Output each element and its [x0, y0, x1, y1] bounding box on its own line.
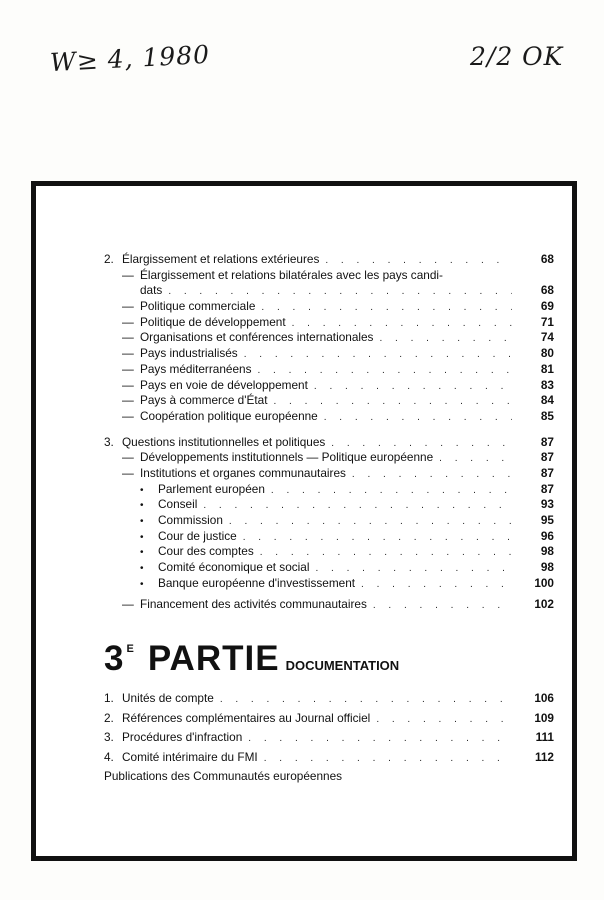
- toc-entry: [104, 597, 554, 613]
- toc-bullet-entry: [104, 528, 554, 545]
- toc-title: Institutions et organes communautaires: [140, 465, 346, 480]
- toc-title: Cour des comptes: [158, 544, 254, 559]
- toc-entry: [104, 465, 554, 482]
- dot-leader: [361, 577, 512, 593]
- doc-title: Références complémentaires au Journal officiel: [122, 710, 371, 725]
- dot-leader: [203, 498, 512, 514]
- toc-bullet-entry: [104, 497, 554, 513]
- dash-mark: —: [122, 314, 134, 329]
- handwritten-reference: W≥ 4, 1980: [49, 39, 211, 78]
- toc-number: 2.: [104, 252, 114, 266]
- toc-entry: [104, 361, 554, 378]
- dot-leader: [248, 729, 512, 749]
- dot-leader: [314, 379, 512, 395]
- toc-entry: [104, 408, 554, 425]
- dot-leader: [292, 316, 512, 332]
- dot-leader: [373, 598, 512, 614]
- toc-title: Élargissement et relations bilatérales avec les pays candi-: [140, 267, 443, 282]
- bullet-mark: •: [140, 531, 144, 543]
- toc-section-2: [104, 252, 554, 268]
- dot-leader: [168, 284, 512, 300]
- toc-bullet-entry: [104, 513, 554, 529]
- toc-page: 96: [540, 528, 554, 543]
- dot-leader: [261, 300, 512, 316]
- toc-page: 83: [540, 377, 554, 392]
- documentation-list: [104, 689, 554, 787]
- part-subtitle: DOCUMENTATION: [285, 658, 400, 673]
- toc-title-cont: dats: [140, 283, 163, 298]
- dash-mark: —: [122, 361, 134, 376]
- dot-leader: [273, 394, 512, 410]
- toc-title: Élargissement et relations extérieures: [122, 252, 320, 266]
- toc-title: Parlement européen: [158, 481, 265, 496]
- toc-page: 98: [540, 560, 554, 575]
- toc-entry: [104, 330, 554, 346]
- toc-page: 87: [540, 434, 554, 449]
- bullet-mark: •: [140, 484, 144, 496]
- bullet-mark: •: [140, 578, 144, 590]
- toc-entry: [104, 393, 554, 409]
- toc-page: 87: [540, 450, 554, 465]
- doc-page: 112: [534, 749, 554, 764]
- contents-frame: [31, 181, 577, 861]
- dash-mark: —: [122, 346, 134, 361]
- doc-number: 2.: [104, 710, 114, 725]
- doc-number: 1.: [104, 691, 114, 705]
- part-heading: [104, 639, 399, 679]
- toc-entry-enlargement-cont: [104, 283, 554, 299]
- toc-title: Pays méditerranéens: [140, 361, 252, 376]
- toc-title: Commission: [158, 513, 223, 527]
- toc-entry: [104, 346, 554, 362]
- dash-mark: —: [122, 377, 134, 392]
- dot-leader: [229, 514, 512, 530]
- toc-page: 87: [540, 481, 554, 496]
- toc-page: 85: [540, 408, 554, 423]
- doc-entry: [104, 689, 554, 709]
- toc-page: 93: [540, 497, 554, 512]
- dot-leader: [315, 561, 512, 577]
- toc-title: Politique de développement: [140, 314, 286, 329]
- dot-leader: [243, 530, 512, 546]
- toc-page: 84: [540, 393, 554, 408]
- dash-mark: —: [122, 597, 134, 612]
- toc-page: 71: [540, 314, 554, 329]
- doc-title: Comité intérimaire du FMI: [122, 749, 258, 764]
- dot-leader: [379, 331, 512, 347]
- toc-title: Questions institutionnelles et politiques: [122, 434, 326, 449]
- dot-leader: [376, 710, 512, 730]
- toc-title: Pays à commerce d'État: [140, 393, 268, 408]
- handwritten-check-note: 2/2 OK: [470, 42, 564, 71]
- toc-number: 3.: [104, 434, 114, 449]
- dot-leader: [324, 410, 512, 426]
- doc-title: Procédures d'infraction: [122, 730, 243, 744]
- toc-page: 74: [540, 330, 554, 345]
- toc-page: 100: [534, 575, 554, 590]
- dash-mark: —: [122, 450, 134, 465]
- toc-title: Comité économique et social: [158, 560, 310, 575]
- doc-number: 4.: [104, 749, 114, 764]
- toc-bullet-entry: [104, 575, 554, 592]
- dot-leader: [244, 347, 512, 363]
- dot-leader: [264, 749, 512, 769]
- toc-entry: [104, 314, 554, 331]
- doc-page: 109: [534, 710, 554, 725]
- toc-bullet-entry: [104, 544, 554, 560]
- toc-page: 102: [534, 597, 554, 612]
- dash-mark: —: [122, 393, 134, 408]
- toc-page: 87: [540, 465, 554, 480]
- toc-page: 98: [540, 544, 554, 559]
- toc-page: 81: [540, 361, 554, 376]
- toc-bullet-entry: [104, 560, 554, 576]
- toc-bullet-entry: [104, 481, 554, 498]
- toc-title: Cour de justice: [158, 528, 237, 543]
- doc-page: 106: [534, 691, 554, 705]
- dash-mark: —: [122, 465, 134, 480]
- dot-leader: [220, 690, 512, 710]
- doc-entry: [104, 728, 554, 748]
- toc-page: 80: [540, 346, 554, 361]
- dash-mark: —: [122, 330, 134, 345]
- bullet-mark: •: [140, 547, 144, 559]
- doc-number: 3.: [104, 730, 114, 744]
- dash-mark: —: [122, 267, 134, 282]
- dash-mark: —: [122, 299, 134, 314]
- toc-page: 95: [540, 513, 554, 527]
- toc-title: Coopération politique européenne: [140, 408, 318, 423]
- toc-section-3: [104, 434, 554, 451]
- dot-leader: [352, 467, 512, 483]
- doc-entry: [104, 709, 554, 729]
- part-number: 3: [104, 639, 125, 678]
- toc-title: Financement des activités communautaires: [140, 597, 367, 612]
- bullet-mark: •: [140, 500, 144, 512]
- toc-title: Pays industrialisés: [140, 346, 238, 361]
- doc-title: Publications des Communautés européennes: [104, 769, 343, 783]
- toc-entry-enlargement: [104, 268, 518, 284]
- doc-title: Unités de compte: [122, 691, 214, 705]
- toc-title: Organisations et conférences internationales: [140, 330, 374, 345]
- toc-title: Pays en voie de développement: [140, 377, 308, 392]
- toc-page: 68: [540, 252, 554, 266]
- toc-entry: [104, 450, 554, 466]
- toc-page: 69: [540, 299, 554, 314]
- toc-title: Politique commerciale: [140, 299, 256, 314]
- dot-leader: [271, 483, 512, 499]
- part-word: PARTIE: [147, 639, 280, 678]
- dot-leader: [331, 436, 512, 452]
- toc-title: Conseil: [158, 497, 198, 512]
- dash-mark: —: [122, 408, 134, 423]
- doc-entry-publications: [104, 767, 518, 787]
- toc-title: Développements institutionnels — Politique européenne: [140, 450, 434, 465]
- part-superscript: E: [126, 643, 134, 655]
- doc-entry: [104, 748, 554, 768]
- dot-leader: [325, 253, 512, 269]
- toc-entry: [104, 299, 554, 315]
- bullet-mark: •: [140, 516, 144, 527]
- dot-leader: [260, 545, 512, 561]
- bullet-mark: •: [140, 563, 144, 575]
- toc-page: 68: [540, 283, 554, 298]
- toc-title: Banque européenne d'investissement: [158, 575, 356, 590]
- table-of-contents: [104, 252, 554, 613]
- toc-entry: [104, 377, 554, 394]
- doc-page: 111: [535, 730, 554, 744]
- dot-leader: [257, 363, 512, 379]
- dot-leader: [439, 451, 512, 467]
